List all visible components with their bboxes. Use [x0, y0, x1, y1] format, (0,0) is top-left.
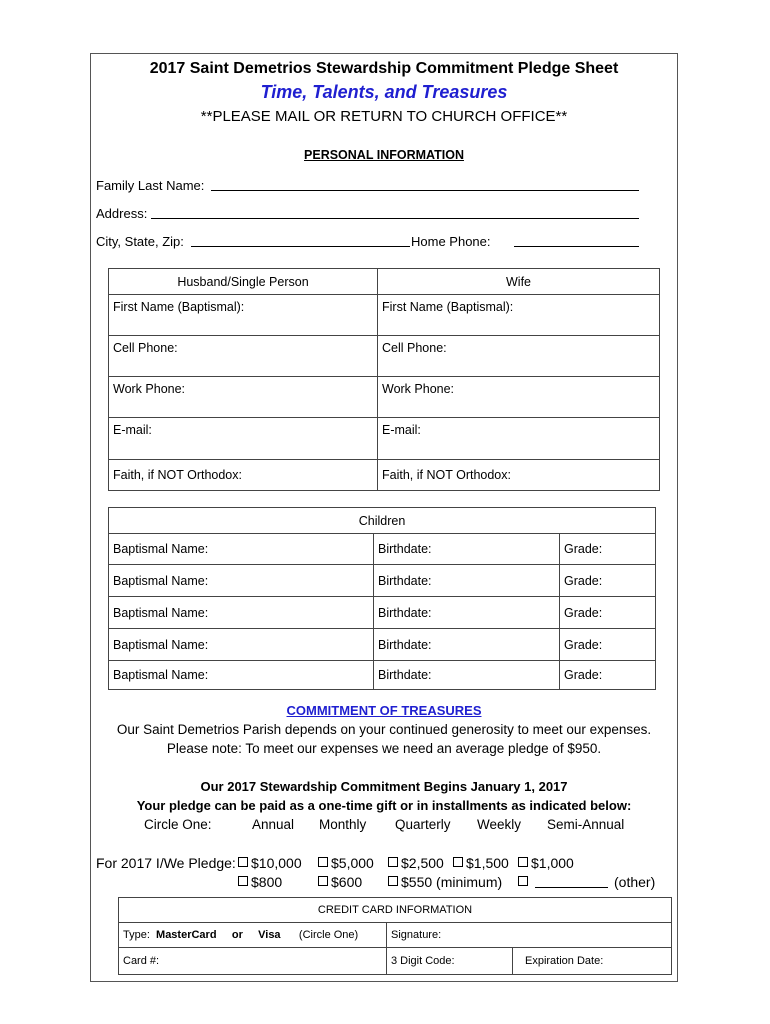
or-text: or	[231, 929, 243, 941]
wife-first-name-cell[interactable]: First Name (Baptismal):	[378, 295, 660, 336]
address-field[interactable]	[151, 218, 639, 219]
frequency-quarterly[interactable]: Quarterly	[395, 817, 451, 832]
child-birthdate-cell[interactable]: Birthdate:	[374, 565, 560, 597]
other-amount-field[interactable]	[535, 887, 608, 888]
child-birthdate-cell[interactable]: Birthdate:	[374, 534, 560, 565]
pledge-option-10000[interactable]: $10,000	[238, 855, 302, 871]
child-grade-cell[interactable]: Grade:	[560, 597, 656, 629]
treasures-text-line1: Our Saint Demetrios Parish depends on your continued generosity to meet our expenses.	[116, 722, 652, 737]
husband-work-phone-cell[interactable]: Work Phone:	[109, 377, 378, 418]
husband-cell-phone-cell[interactable]: Cell Phone:	[109, 336, 378, 377]
child-baptismal-name-cell[interactable]: Baptismal Name:	[109, 661, 374, 690]
husband-column-header: Husband/Single Person	[109, 269, 378, 295]
treasures-heading: COMMITMENT OF TREASURES	[286, 703, 482, 718]
child-baptismal-name-cell[interactable]: Baptismal Name:	[109, 629, 374, 661]
checkbox-icon[interactable]	[453, 857, 463, 867]
credit-card-header: CREDIT CARD INFORMATION	[119, 898, 672, 923]
table-row	[109, 534, 656, 565]
table-row	[109, 597, 656, 629]
city-state-zip-label: City, State, Zip:	[96, 234, 184, 249]
child-birthdate-cell[interactable]: Birthdate:	[374, 661, 560, 690]
pledge-option-1000[interactable]: $1,000	[518, 855, 574, 871]
checkbox-icon[interactable]	[238, 876, 248, 886]
other-label: (other)	[614, 874, 656, 890]
signature-cell[interactable]: Signature:	[387, 923, 672, 948]
child-baptismal-name-cell[interactable]: Baptismal Name:	[109, 597, 374, 629]
frequency-annual[interactable]: Annual	[252, 817, 295, 832]
frequency-monthly[interactable]: Monthly	[319, 817, 367, 832]
circle-one-label: Circle One:	[144, 817, 212, 832]
child-baptismal-name-cell[interactable]: Baptismal Name:	[109, 534, 374, 565]
family-last-name-field[interactable]	[211, 190, 639, 191]
husband-email-cell[interactable]: E-mail:	[109, 418, 378, 460]
form-subtitle: Time, Talents, and Treasures	[260, 82, 508, 102]
wife-work-phone-cell[interactable]: Work Phone:	[378, 377, 660, 418]
child-birthdate-cell[interactable]: Birthdate:	[374, 629, 560, 661]
visa-option[interactable]: Visa	[258, 929, 281, 941]
frequency-semi-annual[interactable]: Semi-Annual	[547, 817, 625, 832]
three-digit-code-cell[interactable]: 3 Digit Code:	[387, 948, 513, 975]
husband-first-name-cell[interactable]: First Name (Baptismal):	[109, 295, 378, 336]
wife-column-header: Wife	[378, 269, 660, 295]
card-type-label: Type:	[123, 929, 150, 941]
husband-faith-cell[interactable]: Faith, if NOT Orthodox:	[109, 460, 378, 491]
card-type-cell	[119, 923, 387, 948]
checkbox-icon[interactable]	[238, 857, 248, 867]
table-row	[109, 565, 656, 597]
child-baptismal-name-cell[interactable]: Baptismal Name:	[109, 565, 374, 597]
adults-table	[108, 268, 660, 491]
frequency-weekly[interactable]: Weekly	[477, 817, 522, 832]
expiration-date-cell[interactable]: Expiration Date:	[513, 948, 672, 975]
pledge-option-1500[interactable]: $1,500	[453, 855, 509, 871]
home-phone-field[interactable]	[514, 246, 639, 247]
commitment-begins: Our 2017 Stewardship Commitment Begins January 1, 2017	[200, 779, 568, 794]
circle-one-note: (Circle One)	[298, 929, 359, 941]
pledge-label: For 2017 I/We Pledge:	[96, 855, 236, 871]
home-phone-label: Home Phone:	[411, 234, 491, 249]
checkbox-icon[interactable]	[388, 876, 398, 886]
wife-faith-cell[interactable]: Faith, if NOT Orthodox:	[378, 460, 660, 491]
pledge-option-600[interactable]: $600	[318, 874, 362, 890]
table-row	[109, 661, 656, 690]
children-header: Children	[109, 508, 656, 534]
child-grade-cell[interactable]: Grade:	[560, 661, 656, 690]
child-grade-cell[interactable]: Grade:	[560, 565, 656, 597]
city-state-zip-field[interactable]	[191, 246, 410, 247]
checkbox-icon[interactable]	[518, 857, 528, 867]
pledge-option-550[interactable]: $550 (minimum)	[388, 874, 502, 890]
pledge-option-other[interactable]	[518, 874, 531, 890]
pledge-option-5000[interactable]: $5,000	[318, 855, 374, 871]
checkbox-icon[interactable]	[318, 876, 328, 886]
checkbox-icon[interactable]	[388, 857, 398, 867]
wife-cell-phone-cell[interactable]: Cell Phone:	[378, 336, 660, 377]
checkbox-icon[interactable]	[318, 857, 328, 867]
checkbox-icon[interactable]	[518, 876, 528, 886]
form-title: 2017 Saint Demetrios Stewardship Commitment Pledge Sheet	[149, 60, 619, 77]
children-table	[108, 507, 656, 690]
mastercard-option[interactable]: MasterCard	[156, 929, 217, 941]
installments-note: Your pledge can be paid as a one-time gift or in installments as indicated below:	[136, 798, 632, 813]
child-grade-cell[interactable]: Grade:	[560, 629, 656, 661]
pledge-option-800[interactable]: $800	[238, 874, 282, 890]
return-instruction: **PLEASE MAIL OR RETURN TO CHURCH OFFICE**	[200, 108, 568, 125]
treasures-text-line2: Please note: To meet our expenses we need an average pledge of $950.	[166, 741, 602, 756]
family-last-name-label: Family Last Name:	[96, 178, 205, 193]
personal-info-heading: PERSONAL INFORMATION	[304, 148, 464, 162]
child-birthdate-cell[interactable]: Birthdate:	[374, 597, 560, 629]
child-grade-cell[interactable]: Grade:	[560, 534, 656, 565]
pledge-option-2500[interactable]: $2,500	[388, 855, 444, 871]
credit-card-table	[118, 897, 672, 975]
address-label: Address:	[96, 206, 148, 221]
wife-email-cell[interactable]: E-mail:	[378, 418, 660, 460]
card-number-cell[interactable]: Card #:	[119, 948, 387, 975]
table-row	[109, 629, 656, 661]
